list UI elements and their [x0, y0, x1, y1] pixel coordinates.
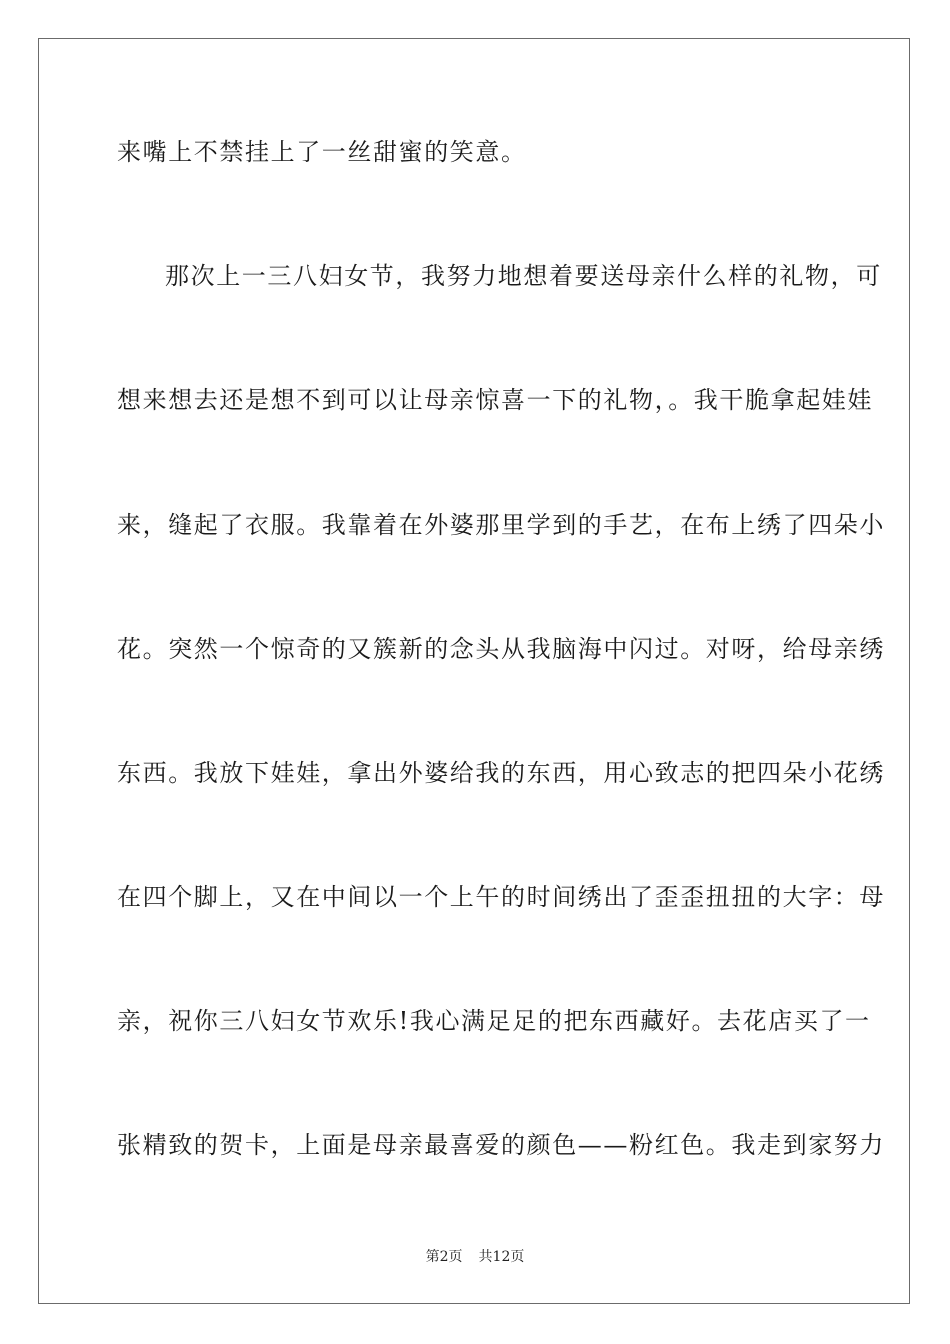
paragraph-line-5: 花。突然一个惊奇的又簇新的念头从我脑海中闪过。对呀，给母亲绣	[117, 635, 885, 663]
paragraph-line-2: 那次上一三八妇女节，我努力地想着要送母亲什么样的礼物，可	[165, 262, 882, 290]
paragraph-line-8: 亲，祝你三八妇女节欢乐!我心满足足的把东西藏好。去花店买了一	[117, 1007, 871, 1035]
paragraph-line-1: 来嘴上不禁挂上了一丝甜蜜的笑意。	[117, 138, 527, 166]
paragraph-line-6: 东西。我放下娃娃，拿出外婆给我的东西，用心致志的把四朵小花绣	[117, 759, 885, 787]
paragraph-line-9: 张精致的贺卡，上面是母亲最喜爱的颜色——粉红色。我走到家努力	[117, 1131, 885, 1159]
page-number: 第2页	[425, 1249, 463, 1265]
page-border	[38, 38, 910, 1304]
page-footer	[0, 1247, 950, 1267]
paragraph-line-4: 来，缝起了衣服。我靠着在外婆那里学到的手艺，在布上绣了四朵小	[117, 511, 885, 539]
paragraph-line-7: 在四个脚上，又在中间以一个上午的时间绣出了歪歪扭扭的大字：母	[117, 883, 885, 911]
page-total: 共12页	[478, 1249, 525, 1265]
paragraph-line-3: 想来想去还是想不到可以让母亲惊喜一下的礼物，。我干脆拿起娃娃	[117, 386, 873, 414]
